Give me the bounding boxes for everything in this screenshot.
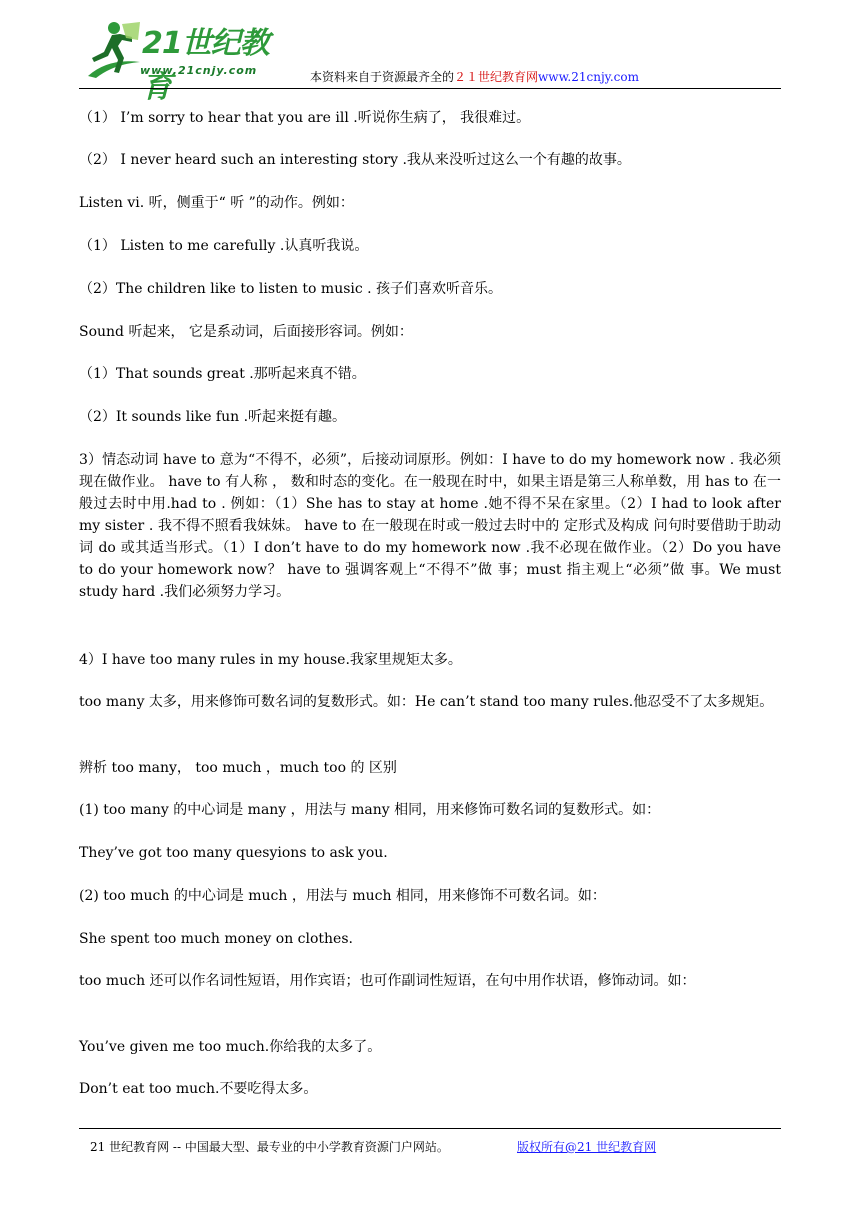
header-note-url[interactable]: www.21cnjy.com bbox=[538, 70, 639, 84]
text-line: They’ve got too many quesyions to ask you. bbox=[79, 845, 388, 861]
text-line: 辨析 too many， too much ，much too 的 区别 bbox=[79, 760, 397, 776]
text-line: (2) too much 的中心词是 much ，用法与 much 相同，用来修饰不可数名词。如： bbox=[79, 888, 606, 904]
text-line: (1) too many 的中心词是 many ，用法与 many 相同，用来修饰可数名词的复数形式。如： bbox=[79, 802, 661, 818]
header-note-prefix: 本资料来自于资源最齐全的 bbox=[310, 70, 455, 84]
text-line: （2）It sounds like fun .听起来挺有趣。 bbox=[79, 409, 347, 425]
text-line: Don’t eat too much.不要吃得太多。 bbox=[79, 1081, 318, 1097]
header-note-brand: ２１世纪教育网 bbox=[454, 70, 539, 84]
text-line: （2）The children like to listen to music . 孩子们喜欢听音乐。 bbox=[79, 281, 503, 297]
text-line: （1） I’m sorry to hear that you are ill .听说你生病了， 我很难过。 bbox=[79, 110, 531, 126]
text-line: （1）That sounds great .那听起来真不错。 bbox=[79, 366, 366, 382]
text-paragraph: too much 还可以作名词性短语，用作宾语；也可作副词性短语，在句中用作状语，修饰动词。如： bbox=[79, 973, 696, 989]
text-line: （1） Listen to me carefully .认真听我说。 bbox=[79, 238, 369, 254]
footer-divider bbox=[79, 1128, 781, 1129]
text-paragraph: 3）情态动词 have to 意为“不得不，必须”，后接动词原形。例如：I have to do my homework now . 我必须现在做作业。 have to 有人称 ， 数和时态的变化。在一般现在时中，如果主语是第三人称单数，用 has to 在一般过去时中用.had to . 例如：（1）She has to stay at home .她不得不呆在家里。（2）I had to look after my sister . 我不得不照看我妹妹。 have to 在一般现在时或一般过去时中的 定形式及构成 问句时要借助于助动词 do 或其适当形式。（1）I don’t have to do my homework now .我不必现在做作业。（2）Do you have to do your homework now？ have to 强调客观上“不得不”做 事；must 指主观上“必须”做 事。We must study hard .我们必须努力学习。 bbox=[79, 452, 781, 600]
text-line: Listen vi. 听，侧重于“ 听 ”的动作。例如： bbox=[79, 195, 354, 211]
logo-url: www.21cnjy.com bbox=[140, 64, 258, 77]
header-note bbox=[310, 68, 639, 85]
text-paragraph: too many 太多，用来修饰可数名词的复数形式。如：He can’t stand too many rules.他忍受不了太多规矩。 bbox=[79, 694, 774, 710]
text-line: She spent too much money on clothes. bbox=[79, 931, 353, 947]
text-line: Sound 听起来， 它是系动词，后面接形容词。例如： bbox=[79, 324, 413, 340]
site-logo[interactable] bbox=[82, 14, 292, 105]
text-line: 4）I have too many rules in my house.我家里规矩太多。 bbox=[79, 652, 462, 668]
footer-text: 21 世纪教育网 -- 中国最大型、最专业的中小学教育资源门户网站。 bbox=[90, 1140, 449, 1154]
text-line: （2） I never heard such an interesting story .我从来没听过这么一个有趣的故事。 bbox=[79, 152, 631, 168]
text-line: You’ve given me too much.你给我的太多了。 bbox=[79, 1039, 382, 1055]
running-figure-icon bbox=[82, 18, 144, 80]
header-divider bbox=[79, 88, 781, 89]
copyright-link[interactable]: 版权所有@21 世纪教育网 bbox=[517, 1140, 657, 1154]
logo-text: 21世纪教育 bbox=[142, 26, 269, 105]
